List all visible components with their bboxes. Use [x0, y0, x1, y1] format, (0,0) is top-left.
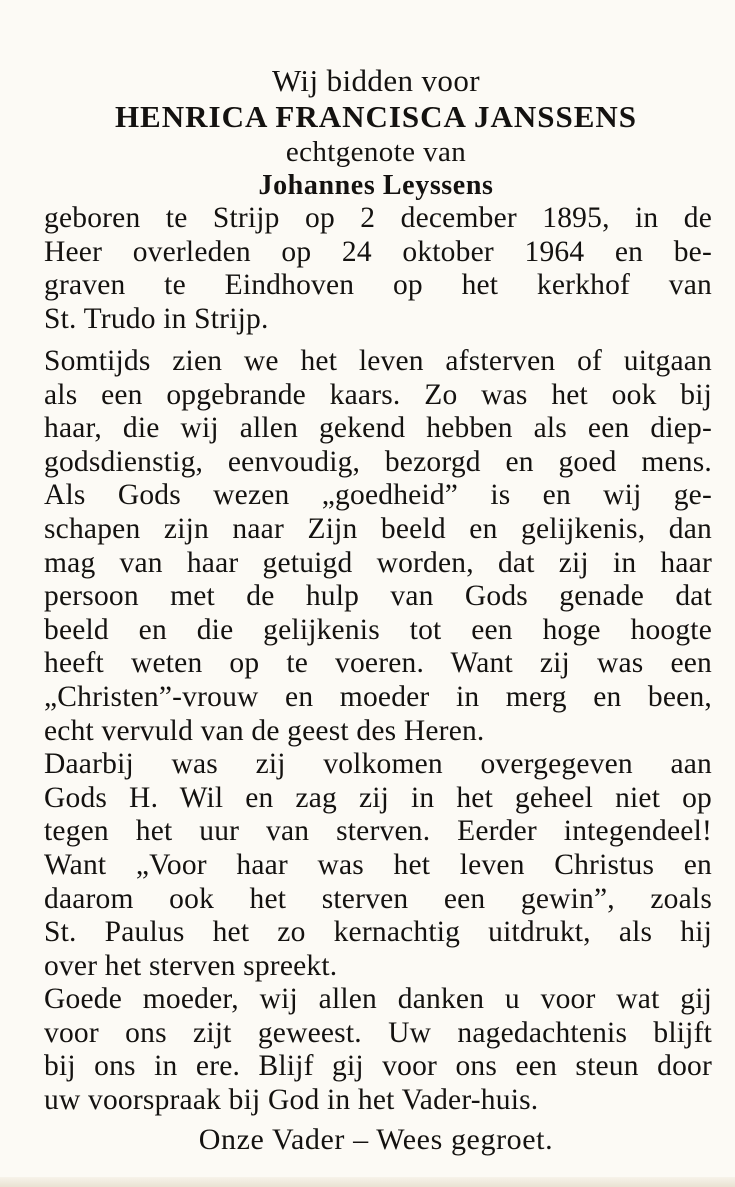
- card-bottom-edge: [0, 1177, 735, 1187]
- tribute-line: over het sterven spreekt.: [44, 949, 338, 982]
- spouse-relation: echtgenote van: [285, 136, 467, 168]
- biography-paragraph: [44, 202, 712, 336]
- tribute-line: St. Paulus het zo kernachtig uitdrukt, als hij: [44, 916, 712, 949]
- tribute-line: tegen het uur van sterven. Eerder integendeel!: [44, 815, 712, 848]
- tribute-line: als een opgebrande kaars. Zo was het ook bij: [44, 378, 712, 411]
- tribute-line: Want „Voor haar was het leven Christus en: [44, 848, 712, 881]
- biography-line: geboren te Strijp op 2 december 1895, in de: [44, 202, 712, 234]
- tribute-line: persoon met de hulp van Gods genade dat: [44, 580, 712, 613]
- tribute-paragraph: [44, 345, 712, 1118]
- tribute-line: Als Gods wezen „goedheid” is en wij ge-: [44, 479, 712, 512]
- closing-prayer: Onze Vader – Wees gegroet.: [198, 1123, 554, 1156]
- card-intro: Wij bidden voor: [272, 63, 480, 98]
- biography-line: graven te Eindhoven op het kerkhof van: [44, 269, 712, 302]
- biography-line: St. Trudo in Strijp.: [44, 302, 269, 335]
- tribute-line: haar, die wij allen gekend hebben als een diep-: [44, 412, 712, 445]
- tribute-line: mag van haar getuigd worden, dat zij in haar: [44, 546, 712, 579]
- tribute-line: beeld en die gelijkenis tot een hoge hoogte: [44, 613, 712, 646]
- tribute-line: uw voorspraak bij God in het Vader-huis.: [44, 1084, 539, 1117]
- tribute-line: Goede moeder, wij allen danken u voor wat gij: [44, 983, 712, 1016]
- tribute-line: Gods H. Wil en zag zij in het geheel niet op: [44, 781, 712, 814]
- tribute-line: Daarbij was zij volkomen overgegeven aan: [44, 748, 712, 781]
- tribute-line: godsdienstig, eenvoudig, bezorgd en goed mens.: [44, 445, 712, 478]
- tribute-line: daarom ook het sterven een gewin”, zoals: [44, 882, 712, 915]
- biography-line: Heer overleden op 24 oktober 1964 en be-: [44, 235, 712, 268]
- tribute-line: schapen zijn naar Zijn beeld en gelijkenis, dan: [44, 512, 712, 545]
- tribute-line: bij ons in ere. Blijf gij voor ons een steun door: [44, 1050, 712, 1083]
- tribute-line: echt vervuld van de geest des Heren.: [44, 714, 485, 747]
- tribute-line: „Christen”-vrouw en moeder in merg en been,: [44, 680, 712, 713]
- tribute-line: heeft weten op te voeren. Want zij was een: [44, 647, 712, 680]
- deceased-name: HENRICA FRANCISCA JANSSENS: [114, 99, 638, 134]
- tribute-line: Somtijds zien we het leven afsterven of uitgaan: [44, 345, 712, 377]
- tribute-line: voor ons zijt geweest. Uw nagedachtenis blijft: [44, 1016, 712, 1049]
- spouse-name: Johannes Leyssens: [258, 170, 494, 201]
